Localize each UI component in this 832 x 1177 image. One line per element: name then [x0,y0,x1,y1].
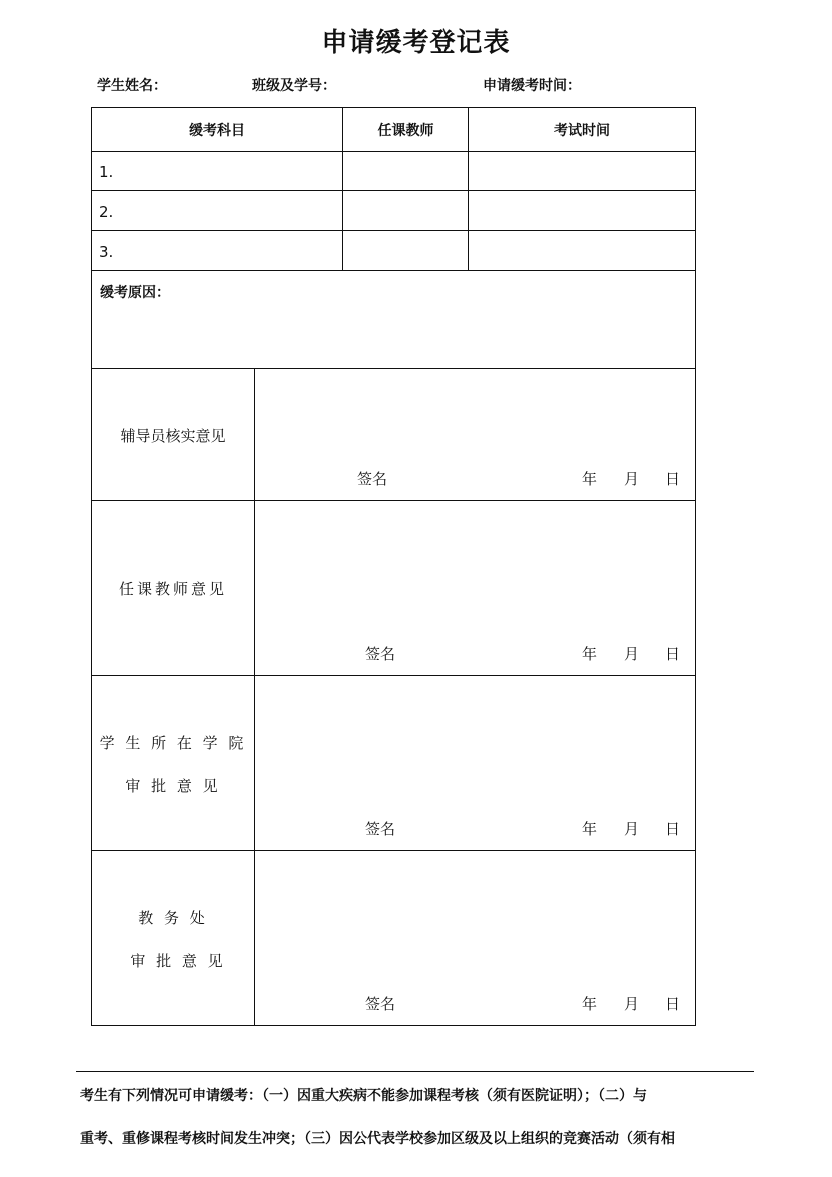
column-header-exam-time: 考试时间 [554,123,610,139]
college-sign-label: 签名 [365,820,396,838]
academic-affairs-year-label: 年 [582,995,598,1013]
column-header-teacher: 任课教师 [377,123,434,139]
apply-time-label: 申请缓考时间： [483,78,581,94]
teacher-year-label: 年 [582,645,598,663]
academic-affairs-sign-label: 签名 [365,995,396,1013]
note-line-2: 重考、重修课程考核时间发生冲突；（三）因公代表学校参加区级及以上组织的竞赛活动（须有相 [80,1131,675,1147]
teacher-opinion-label: 任课教师意见 [118,580,227,598]
college-year-label: 年 [582,820,598,838]
page-title: 申请缓考登记表 [321,28,511,58]
subject-row-2: 2. [99,203,114,221]
teacher-day-label: 日 [665,645,681,663]
class-id-label: 班级及学号： [252,78,336,94]
academic-affairs-day-label: 日 [665,995,681,1013]
teacher-month-label: 月 [624,645,640,663]
counselor-sign-label: 签名 [357,470,388,488]
academic-affairs-month-label: 月 [624,995,640,1013]
note-line-1: 考生有下列情况可申请缓考：（一）因重大疾病不能参加课程考核（须有医院证明）；（二）与 [80,1088,647,1104]
college-day-label: 日 [665,820,681,838]
college-month-label: 月 [624,820,640,838]
college-opinion-label-line1: 学 生 所 在 学 院 [99,734,247,752]
college-opinion-label-line2: 审 批 意 见 [125,777,221,795]
teacher-sign-label: 签名 [365,645,396,663]
counselor-opinion-label: 辅导员核实意见 [120,427,226,445]
counselor-month-label: 月 [624,470,640,488]
student-name-label: 学生姓名： [97,78,167,94]
academic-affairs-label-line2: 审 批 意 见 [130,952,226,970]
subject-table [91,107,696,369]
academic-affairs-label-line1: 教 务 处 [138,909,208,927]
counselor-year-label: 年 [582,470,598,488]
column-header-subject: 缓考科目 [189,123,245,139]
subject-row-1: 1. [99,163,114,181]
reason-label: 缓考原因： [100,285,170,301]
notes-divider [76,1071,754,1072]
subject-row-3: 3. [99,243,114,261]
counselor-day-label: 日 [665,470,681,488]
